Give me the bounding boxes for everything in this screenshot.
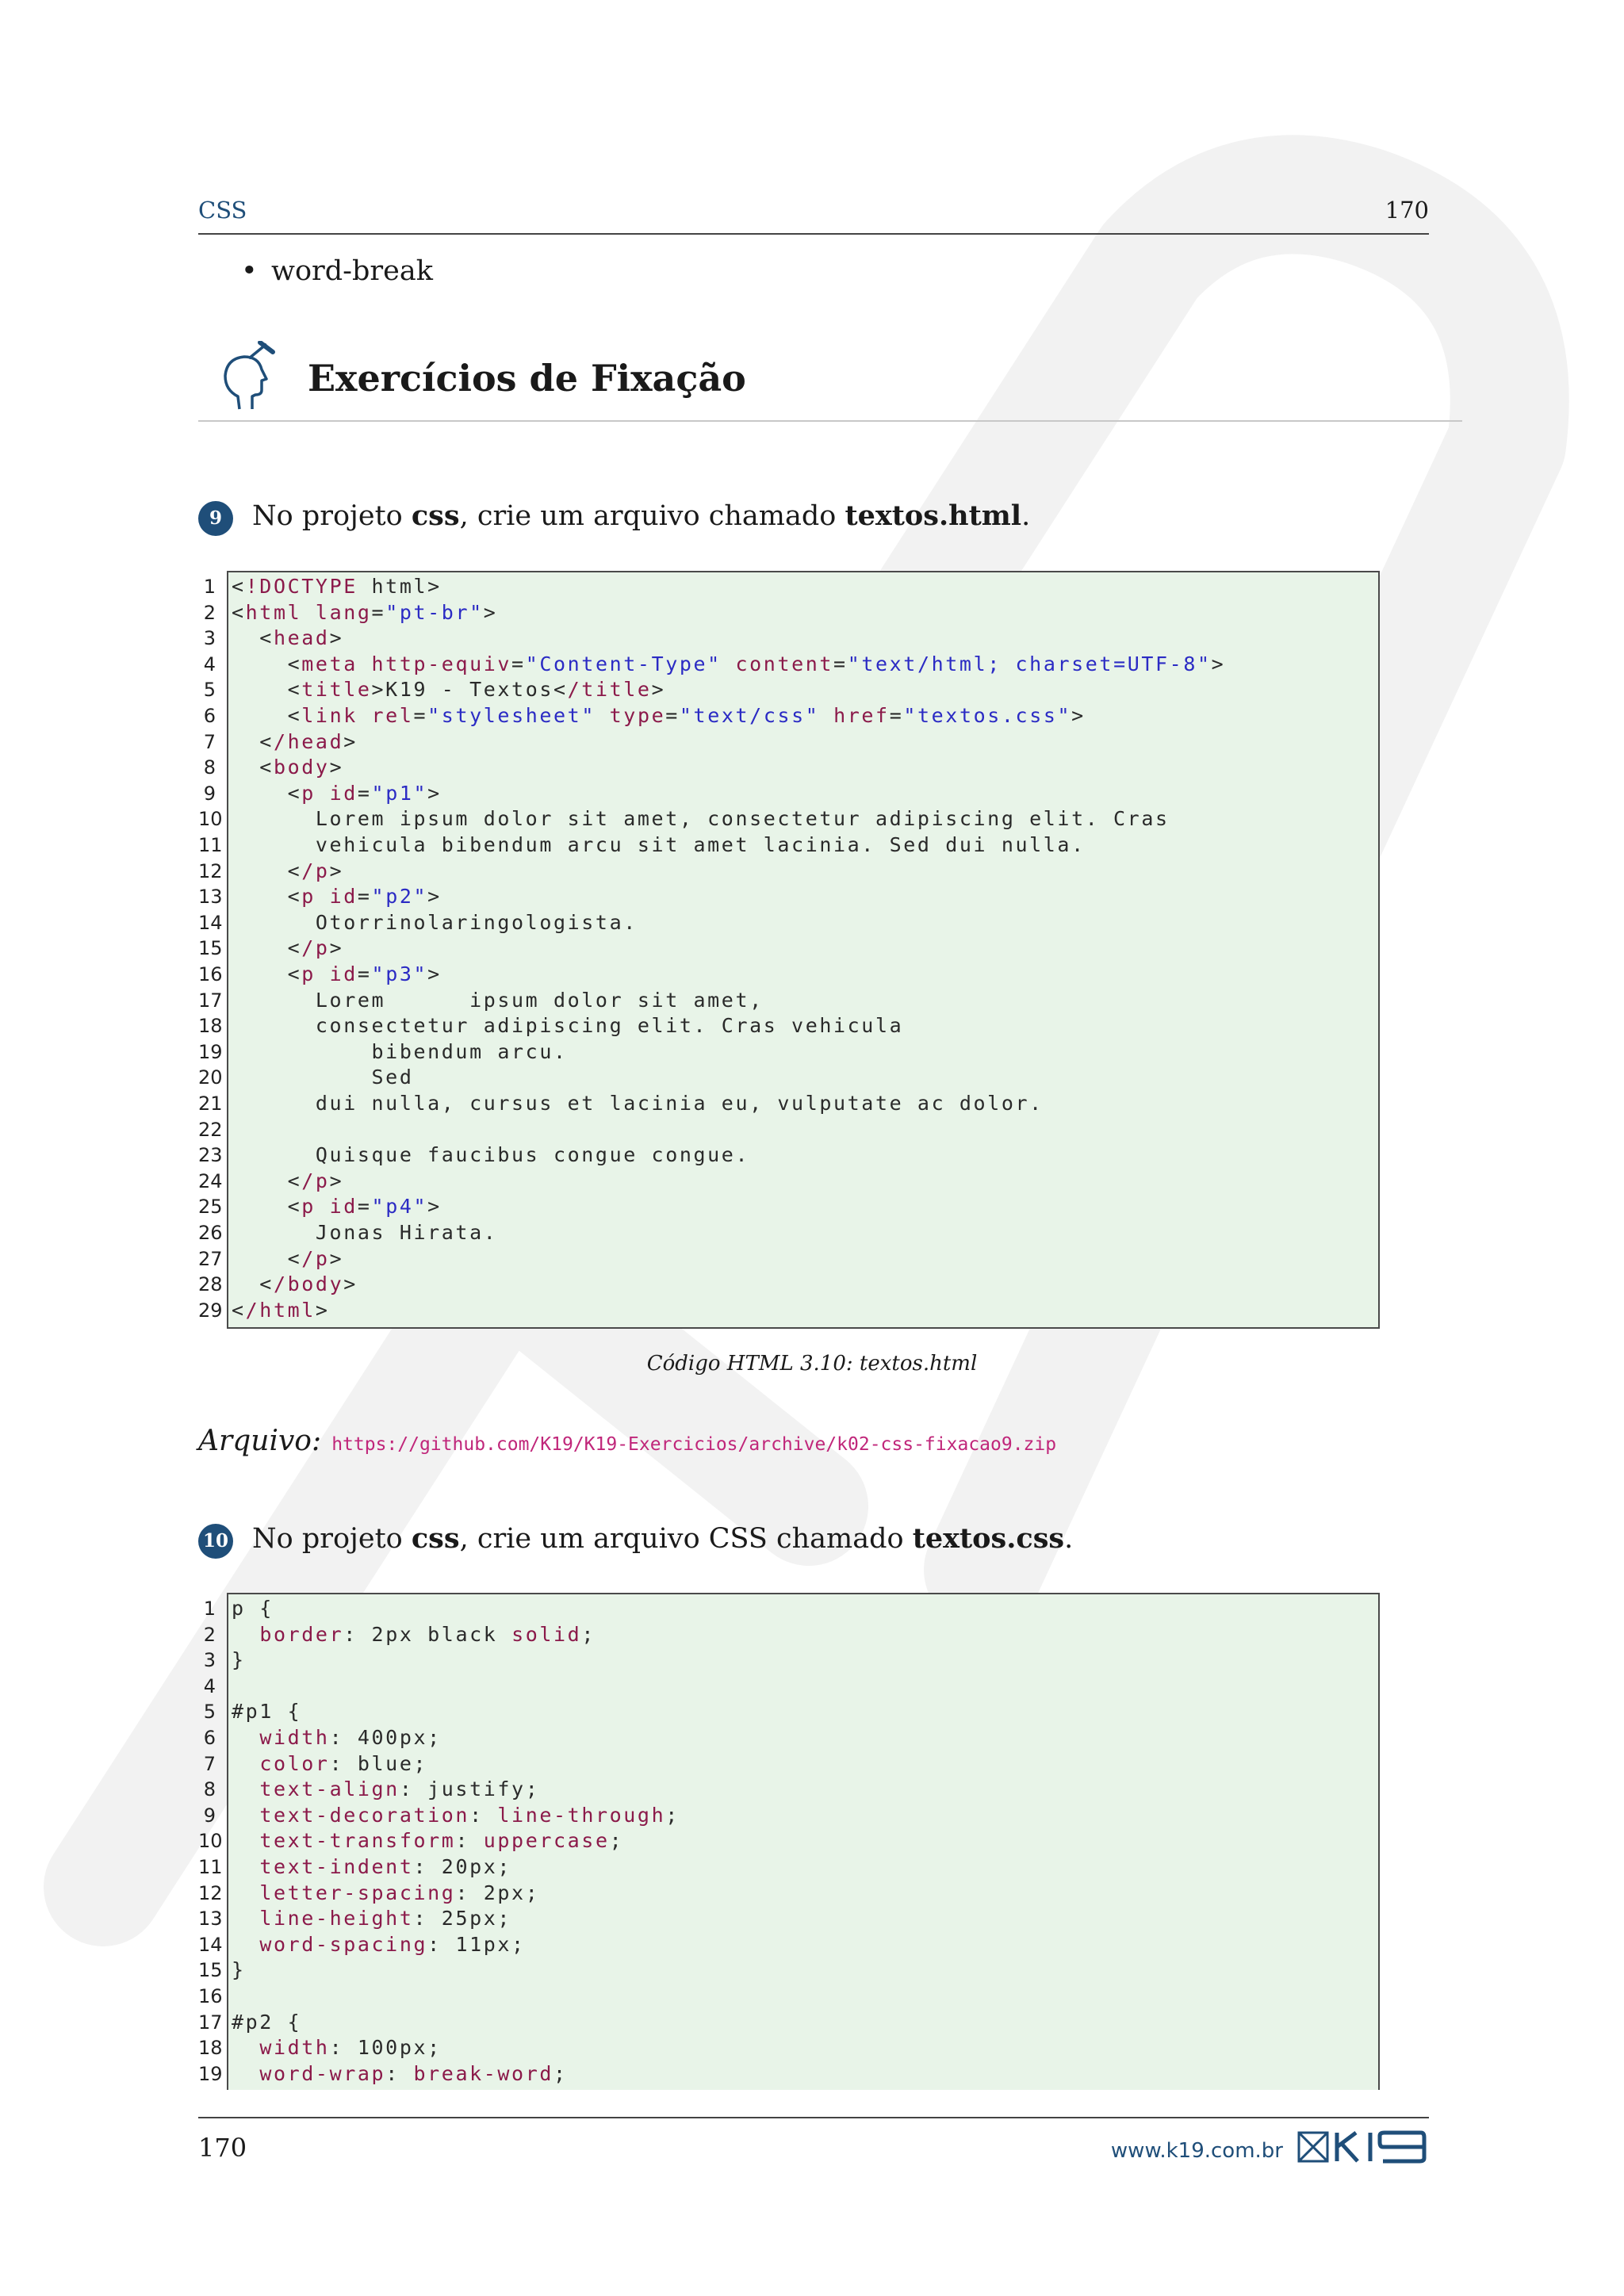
- footer-site-link[interactable]: www.k19.com.br: [1110, 2139, 1283, 2163]
- code-text: <title>K19 - Textos</title>: [232, 678, 666, 702]
- line-number: 2: [203, 601, 216, 624]
- code-text: <body>: [232, 756, 344, 779]
- exercises-heading: [198, 341, 1462, 422]
- line-number: 18: [198, 2037, 223, 2060]
- code-text: <p id="p1">: [232, 781, 442, 805]
- code-text: <!DOCTYPE html>: [232, 575, 442, 598]
- line-number: 18: [198, 1015, 223, 1038]
- code-listing-css: [198, 1593, 1380, 2088]
- line-number: 12: [198, 1881, 223, 1904]
- code-text: Jonas Hirata.: [232, 1221, 498, 1244]
- line-number: 8: [203, 1778, 216, 1801]
- code-text: <head>: [232, 626, 344, 650]
- line-number: 8: [203, 756, 216, 779]
- line-number: 16: [198, 963, 223, 985]
- code-text: Sed: [232, 1066, 414, 1089]
- code-text: width: 100px;: [259, 2036, 442, 2060]
- line-number: 16: [198, 1985, 223, 2007]
- line-number: 6: [203, 1727, 216, 1749]
- code-caption: Código HTML 3.10: textos.html: [646, 1352, 978, 1376]
- code-text: word-spacing: 11px;: [259, 1932, 526, 1956]
- line-number: 13: [198, 886, 223, 909]
- code-text: text-decoration: line-through;: [259, 1803, 680, 1827]
- code-text: <p id="p3">: [232, 962, 442, 985]
- section-title: CSS: [198, 197, 247, 224]
- line-number: 11: [198, 1856, 223, 1878]
- line-number: 11: [198, 834, 223, 856]
- line-number: 9: [203, 782, 216, 805]
- code-text: consectetur adipiscing elit. Cras vehicula: [232, 1014, 904, 1038]
- line-number: 10: [198, 808, 223, 831]
- line-number: 24: [198, 1169, 223, 1192]
- line-number: 2: [203, 1623, 216, 1646]
- line-number: 23: [198, 1144, 223, 1167]
- code-text: </p>: [232, 859, 344, 882]
- line-number: 1: [203, 1598, 216, 1620]
- line-number: 5: [203, 679, 216, 702]
- code-text: Otorrinolaringologista.: [232, 910, 638, 934]
- line-number: 4: [203, 1674, 216, 1697]
- line-number: 25: [198, 1196, 223, 1219]
- code-text: color: blue;: [259, 1751, 428, 1775]
- page-header: [198, 197, 1429, 235]
- code-text: p {: [232, 1597, 274, 1620]
- line-number: 3: [203, 627, 216, 650]
- code-text: text-align: justify;: [259, 1777, 540, 1801]
- code-text: bibendum arcu.: [232, 1039, 568, 1063]
- line-number: 10: [198, 1830, 223, 1853]
- code-text: border: 2px black solid;: [259, 1622, 596, 1646]
- code-text: #p1 {: [232, 1700, 302, 1724]
- arquivo-label: Arquivo:: [198, 1425, 322, 1457]
- code-text: width: 400px;: [259, 1726, 442, 1749]
- footer-page-number: 170: [198, 2133, 247, 2163]
- code-text: Lorem ipsum dolor sit amet, consectetur adipiscing elit. Cras: [232, 807, 1170, 831]
- code-text: </head>: [232, 729, 358, 753]
- line-number: 4: [203, 652, 216, 675]
- line-number: 13: [198, 1908, 223, 1931]
- head-hammer-icon: [209, 341, 285, 420]
- line-number: 5: [203, 1701, 216, 1724]
- code-text: letter-spacing: 2px;: [259, 1881, 540, 1904]
- code-text: </html>: [232, 1298, 330, 1322]
- code-text: <meta http-equiv="Content-Type" content="text/html; charset=UTF-8">: [232, 652, 1226, 675]
- code-text: text-transform: uppercase;: [259, 1829, 624, 1853]
- code-text: word-wrap: break-word;: [259, 2061, 568, 2085]
- code-text: #p2 {: [232, 2010, 302, 2034]
- code-text: <html lang="pt-br">: [232, 600, 498, 624]
- line-number: 22: [198, 1118, 223, 1141]
- line-number: 15: [198, 1959, 223, 1982]
- exercise-10-instruction: No projeto css, crie um arquivo CSS chamado textos.css.: [252, 1522, 1074, 1555]
- line-number: 15: [198, 937, 223, 960]
- line-number: 7: [203, 1752, 216, 1775]
- code-listing-html: [198, 571, 1380, 1329]
- code-text: Quisque faucibus congue congue.: [232, 1143, 750, 1167]
- code-text: dui nulla, cursus et lacinia eu, vulputate ac dolor.: [232, 1092, 1044, 1115]
- line-number: 9: [203, 1804, 216, 1827]
- line-number: 7: [203, 730, 216, 753]
- bullet-text: word-break: [271, 255, 433, 287]
- header-page-number: 170: [1385, 197, 1429, 224]
- exercise-9-instruction: No projeto css, crie um arquivo chamado textos.html.: [252, 499, 1031, 532]
- code-text: }: [232, 1958, 246, 1982]
- exercises-title: Exercícios de Fixação: [308, 357, 746, 400]
- line-number: 14: [198, 911, 223, 934]
- code-text: </p>: [232, 936, 344, 960]
- line-number: 20: [198, 1066, 223, 1089]
- exercise-number-badge: 10: [198, 1524, 233, 1559]
- line-number: 29: [198, 1299, 223, 1322]
- line-number: 17: [198, 2011, 223, 2034]
- line-number: 6: [203, 705, 216, 727]
- code-text: line-height: 25px;: [259, 1907, 512, 1931]
- k19-logo-icon: [1297, 2130, 1429, 2164]
- code-text: Lorem ipsum dolor sit amet,: [232, 988, 764, 1012]
- code-text: vehicula bibendum arcu sit amet lacinia. Sed dui nulla.: [232, 833, 1086, 856]
- bullet-dot-icon: •: [241, 255, 258, 287]
- code-text: </p>: [232, 1246, 344, 1270]
- line-number: 19: [198, 2062, 223, 2085]
- line-number: 3: [203, 1649, 216, 1672]
- page-footer: [198, 2117, 1429, 2182]
- code-text: </p>: [232, 1169, 344, 1192]
- download-link[interactable]: https://github.com/K19/K19-Exercicios/archive/k02-css-fixacao9.zip: [331, 1434, 1057, 1455]
- line-number: 21: [198, 1093, 223, 1115]
- code-text: }: [232, 1648, 246, 1672]
- line-number: 12: [198, 859, 223, 882]
- line-number: 1: [203, 576, 216, 598]
- code-text: text-indent: 20px;: [259, 1855, 512, 1878]
- line-number: 14: [198, 1933, 223, 1956]
- line-number: 27: [198, 1247, 223, 1270]
- line-number: 28: [198, 1273, 223, 1296]
- code-text: <p id="p2">: [232, 885, 442, 909]
- line-number: 19: [198, 1040, 223, 1063]
- line-number: 17: [198, 989, 223, 1012]
- exercise-number-badge: 9: [198, 501, 233, 536]
- code-text: <link rel="stylesheet" type="text/css" href="textos.css">: [232, 704, 1086, 727]
- download-link-row: [198, 1425, 1056, 1457]
- line-number: 26: [198, 1222, 223, 1244]
- code-text: </body>: [232, 1272, 358, 1296]
- code-text: <p id="p4">: [232, 1195, 442, 1219]
